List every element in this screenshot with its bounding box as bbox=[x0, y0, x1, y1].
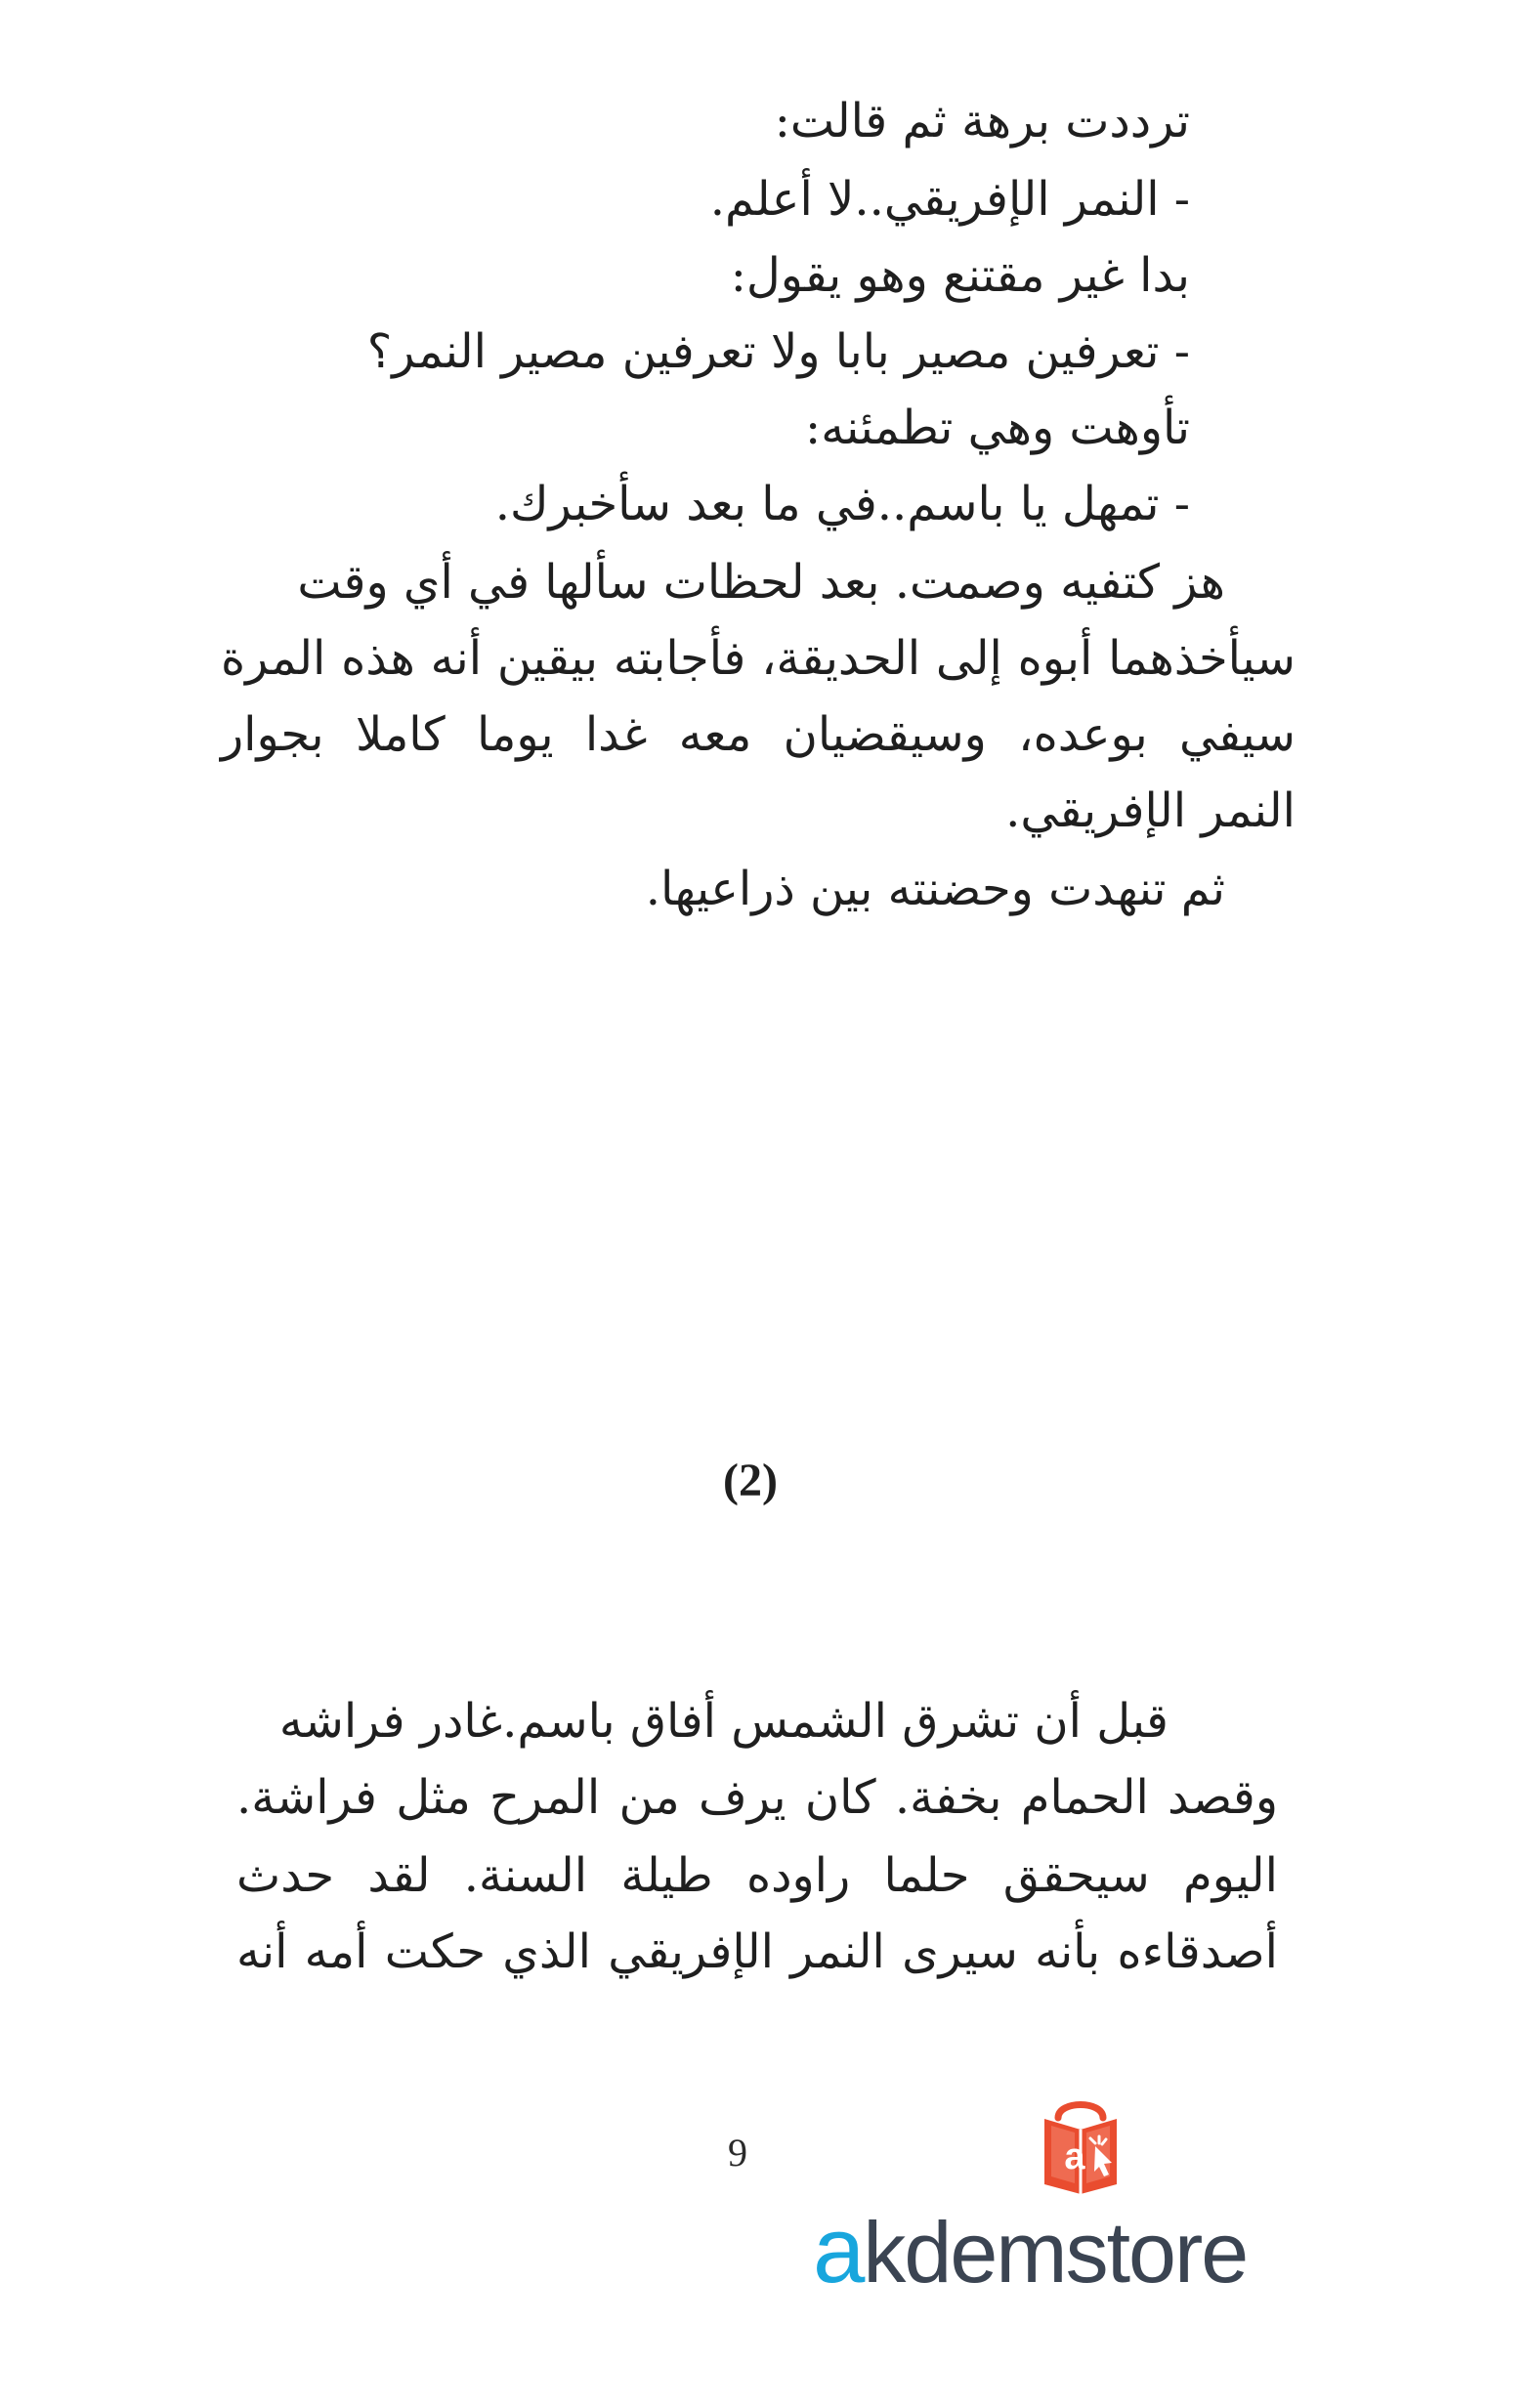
text-line-1: ترددت برهة ثم قالت: bbox=[774, 94, 1190, 148]
paragraph-line-3: سيفي بوعده، وسيقضيان معه غدا يوما كاملا بجوار bbox=[221, 707, 1296, 762]
page-number: 9 bbox=[728, 2131, 747, 2175]
paragraph-line-4: النمر الإفريقي. bbox=[1005, 783, 1296, 838]
brand-wordmark bbox=[813, 2198, 1321, 2317]
text-line-5: تأوهت وهي تطمئنه: bbox=[805, 401, 1190, 455]
chapter-text-line-2: وقصد الحمام بخفة. كان يرف من المرح مثل فراشة. bbox=[236, 1770, 1278, 1825]
paragraph-line-5: ثم تنهدت وحضنته بين ذراعيها. bbox=[645, 862, 1225, 916]
text-line-2: - النمر الإفريقي..لا أعلم. bbox=[709, 172, 1190, 227]
text-line-4: - تعرفين مصير بابا ولا تعرفين مصير النمر؟ bbox=[366, 324, 1190, 379]
shopping-bag-book-icon bbox=[1028, 2092, 1133, 2198]
logo-letter: a bbox=[1064, 2136, 1085, 2177]
brand-rest: kdemstore bbox=[863, 2204, 1248, 2301]
paragraph-line-2: سيأخذهما أبوه إلى الحديقة، فأجابته بيقين أنه هذه المرة bbox=[221, 631, 1296, 686]
chapter-number: (2) bbox=[723, 1455, 778, 1506]
brand-prefix: a bbox=[813, 2198, 864, 2302]
paragraph-line-1: هز كتفيه وصمت. بعد لحظات سألها في أي وقت bbox=[297, 555, 1225, 610]
text-line-6: - تمهل يا باسم..في ما بعد سأخبرك. bbox=[494, 477, 1190, 531]
chapter-text-line-3: اليوم سيحقق حلما راوده طيلة السنة. لقد حدث bbox=[236, 1848, 1278, 1903]
akdemstore-logo bbox=[813, 2092, 1321, 2317]
chapter-text-line-4: أصدقاءه بأنه سيرى النمر الإفريقي الذي حكت أمه أنه bbox=[236, 1924, 1278, 1979]
chapter-text-line-1: قبل أن تشرق الشمس أفاق باسم.غادر فراشه bbox=[278, 1694, 1169, 1749]
text-line-3: بدا غير مقتنع وهو يقول: bbox=[730, 248, 1190, 303]
